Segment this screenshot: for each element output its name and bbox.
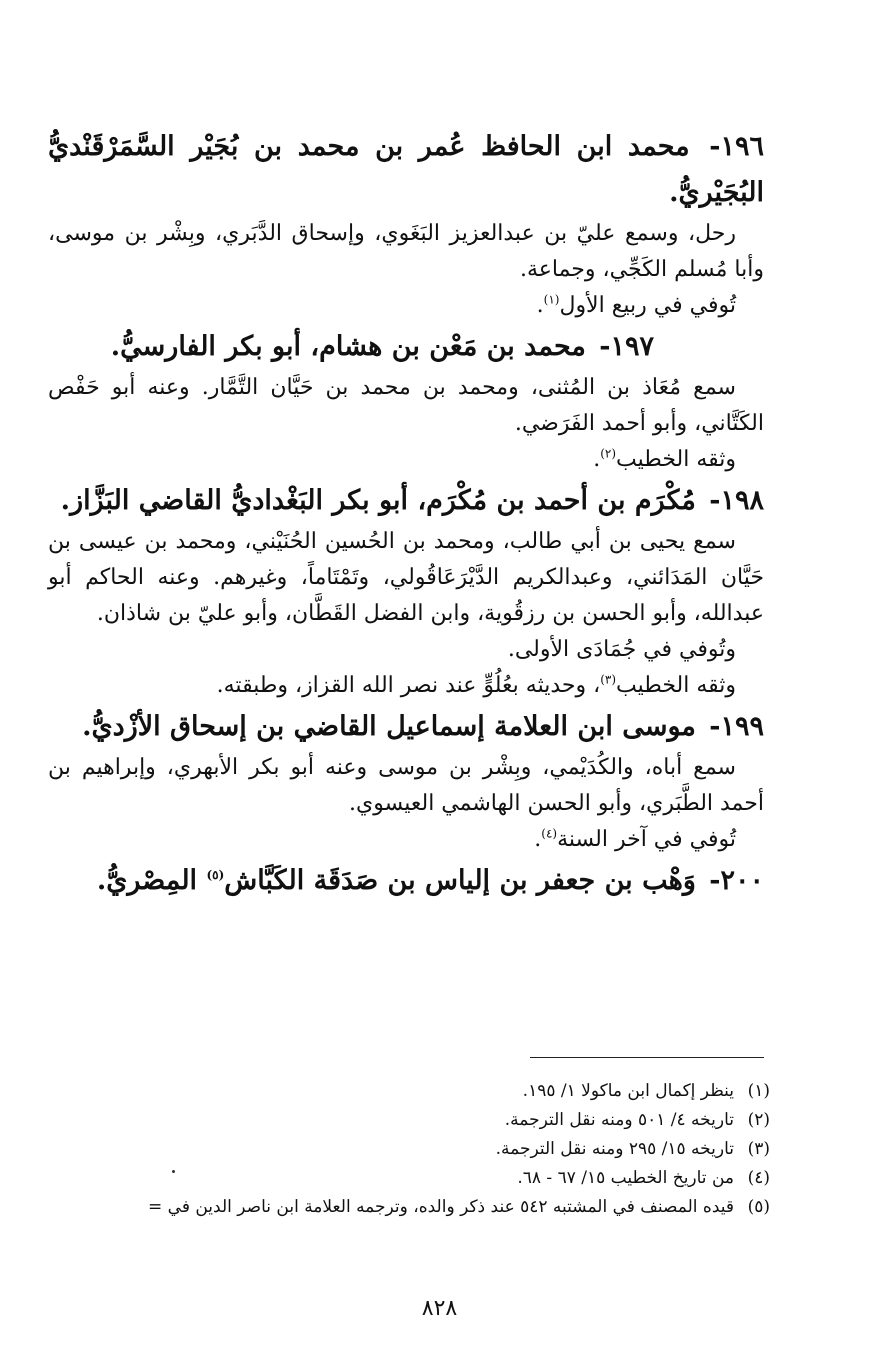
entry-196-title <box>48 124 764 216</box>
entry-name: محمد ابن الحافظ عُمر بن محمد بن بُجَيْر السَّمَرْقَنْديُّ البُجَيْريُّ. <box>48 131 764 208</box>
footnote-item: (٣)تاريخه ١٥/ ٢٩٥ ومنه نقل الترجمة. <box>495 1139 770 1159</box>
entry-name: مُكْرَم بن أحمد بن مُكْرَم، أبو بكر البَغْداديُّ القاضي البَزَّاز. <box>60 485 696 516</box>
footnote-item: (١)ينظر إكمال ابن ماكولا ١/ ١٩٥. <box>522 1081 770 1101</box>
entry-196-paragraph: رحل، وسمع عليّ بن عبدالعزيز البَغَوي، وإسحاق الدَّبَري، وبِشْر بن موسى، وأبا مُسلم الكَجِّي، وجماعة. <box>48 221 764 282</box>
entry-199-paragraph: سمع أباه، والكُدَيْمي، وبِشْر بن موسى وعنه أبو بكر الأبهري، وإبراهيم بن أحمد الطَّبَري، وأبو الحسن الهاشمي العيسوي. <box>48 755 764 816</box>
print-speck <box>172 1170 175 1173</box>
footnote-ref[interactable]: (٢) <box>600 446 617 461</box>
entry-name: محمد بن مَعْن بن هشام، أبو بكر الفارسيُّ. <box>110 331 586 362</box>
footnote-item: (٢)تاريخه ٤/ ٥٠١ ومنه نقل الترجمة. <box>504 1110 770 1130</box>
entry-199-title <box>48 704 764 750</box>
entry-number: ١٩٦- <box>709 131 764 162</box>
footnote-ref[interactable]: (١) <box>543 292 560 307</box>
entry-number: ١٩٨- <box>709 485 764 516</box>
entry-197-reliability: وثقه الخطيب$^{(٢)}$. <box>593 446 736 472</box>
entry-number: ١٩٧- <box>599 331 654 362</box>
footnote-ref[interactable]: (٥) <box>206 868 225 882</box>
footnote-ref[interactable]: (٤) <box>541 826 558 841</box>
entry-number: ٢٠٠- <box>709 865 764 896</box>
entry-198-title <box>48 478 764 524</box>
footnote-ref[interactable]: (٣) <box>600 672 617 687</box>
footnote-item: (٥)قيده المصنف في المشتبه ٥٤٢ عند ذكر والده، وترجمه العلامة ابن ناصر الدين في = <box>148 1197 770 1217</box>
entry-198-paragraph: سمع يحيى بن أبي طالب، ومحمد بن الحُسين الحُنَيْني، ومحمد بن عيسى بن حَيَّان المَدَائني، وعبدالكريم الدَّيْرَعَاقُولي، وتَمْتَاماً، وغيرهم. وعنه الحاكم أبو عبدالله، وأبو الحسن بن رزقُوية، وابن الفضل القَطَّان، وأبو عليّ بن شاذان. <box>48 529 764 626</box>
footnotes <box>30 1077 770 1222</box>
entry-197-title <box>48 324 764 370</box>
entry-name: موسى ابن العلامة إسماعيل القاضي بن إسحاق الأزْديُّ. <box>82 711 696 742</box>
main-text <box>48 124 764 904</box>
entry-198-death: وتُوفي في جُمَادَى الأولى. <box>507 637 736 662</box>
entry-196-death: تُوفي في ربيع الأول$^{(١)}$. <box>536 292 736 318</box>
entry-name-suffix: المِصْريُّ. <box>96 865 207 896</box>
entry-199-death: تُوفي في آخر السنة$^{(٤)}$. <box>534 826 736 852</box>
footnote-item: (٤)من تاريخ الخطيب ١٥/ ٦٧ - ٦٨. <box>517 1168 770 1188</box>
entry-200-title <box>48 858 764 904</box>
entry-name: وَهْب بن جعفر بن إلياس بن صَدَقَة الكَبَّاش <box>224 865 696 896</box>
footnote-divider <box>530 1057 764 1058</box>
entry-number: ١٩٩- <box>709 711 764 742</box>
page-number: ٨٢٨ <box>421 1296 458 1321</box>
entry-198-reliability: وثقه الخطيب$^{(٣)}$، وحديثه بعُلُوٍّ عند نصر الله القزاز، وطبقته. <box>216 672 736 698</box>
entry-197-paragraph: سمع مُعَاذ بن المُثنى، ومحمد بن محمد بن حَيَّان التَّمَّار. وعنه أبو حَفْص الكَتَّاني، وأبو أحمد الفَرَضي. <box>48 375 764 436</box>
